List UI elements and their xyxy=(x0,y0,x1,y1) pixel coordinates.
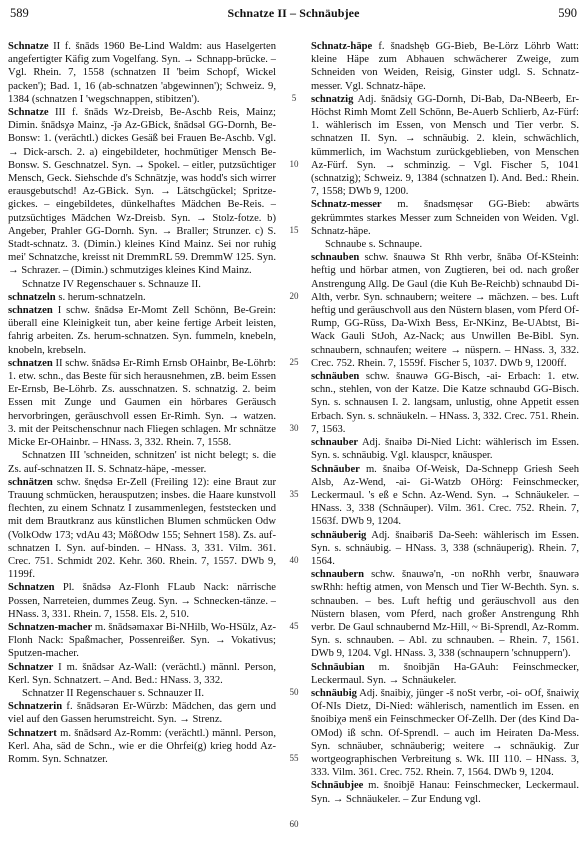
dictionary-entry xyxy=(8,304,276,357)
entry-body: schw. šnędsə Er-Zell (Freiling 12): eine Braut zur Trauung schmücken, herausputzen; insbes. die Haare kunstvoll flechten, zu einem Schnatz I zusammenlegen, feststecken und mit dem Brautkranz aus künstlichen Blumen schmücken Odw (VolkOdw 173; vdAu 43; MößOdw 155; Sehnert 158). Zs. auf-schnatzen I. Syn. auf-binden. – HNass. 3, 331. Vilm. 361. Crec. 751. Schmidt 202. Kehr. 360. Rhein. 7, 1557. DWb 9, 1199f. xyxy=(8,476,276,581)
entry-body: m. šnaibə Of-Weisk, Da-Schnepp Griesh Seeh Alsb, Az-Wend, -ai- Gi-Watzb OHörg: Feinschmecker, Leckermaul. 's eß e Schn. Az-Wend. Syn. → Schnäukeler. – HNass. 3, 338 (Schnäuper). Vilm. 361. Crec. 752. Rhein. 7, 1563f. DWb 9, 1204. xyxy=(311,463,579,528)
entry-headword: schnaubern xyxy=(311,569,364,581)
entry-body: Adj. šnādsiχ GG-Dornh, Di-Bab, Da-NBeerb, Er-Höchst Rimh Momt Zell Schönn, Be-Auerb Schlierb, Az-Fürf: 1. wählerisch im Essen, von Mensch und Tier verbr. S. schnatzen II. Syn. → schnäubig. 2. klein, schwächlich, kümmerlich, im Wachstum zurückgeblieben, von Menschen Az-Fürf. Syn. → schminzig. – Vgl. Fischer 5, 1041 (schnatzig); Schweiz. 9, 1384 (schnatzen I). And. Bed.: Rhein. 7, 1558; DWb 9, 1200. xyxy=(311,93,579,198)
entry-body: f. šnādsərən Er-Würzb: Mädchen, das gern und viel auf den Gassen herumstreicht. Syn. → Strenz. xyxy=(8,701,276,726)
line-number: 5 xyxy=(291,92,297,103)
entry-body: II schw. šnādsə Er-Rimh Ernsb OHainbr, Be-Löhrb: 1. etw. schn., das Beste für sich herausnehmen, zB. beim Essen Er-Ernsb, Be-Löhrb. Zs. ausschnatzen. S. schnatzig. 2. beim Essen mit Zunge und Gaumen ein hörbares Geräusch hervorbringen, geräuschvoll essen Er-Rimh. Syn. → watzen. 3. mit der Peitschenschnur nach Fliegen schlagen. Mr schnätze Micke Er-OHainbr. – HNass. 3, 332. Rhein. 7, 1558. xyxy=(8,357,276,449)
dictionary-entry xyxy=(8,687,276,700)
dictionary-entry xyxy=(311,251,579,370)
entry-headword: Schnatzert xyxy=(8,727,57,739)
entry-body: m. šnādsərd Az-Romm: (verächtl.) männl. Person, Kerl. Aha, säd de Schn., wie er die Ohrfei(g) krieg hodd Az-Romm. Syn. Schnatzer. xyxy=(8,727,276,765)
entry-body: m. šnoibjān Ha-GAuh: Feinschmecker, Leckermaul. Syn. → Schnäukeler. xyxy=(311,661,579,686)
line-number: 40 xyxy=(289,554,299,565)
line-number: 30 xyxy=(289,422,299,433)
dictionary-entry xyxy=(8,661,276,687)
entry-headword: schnätzen xyxy=(8,476,53,488)
page-number-right: 590 xyxy=(558,6,577,20)
entry-body: m. šnadsmęsər GG-Bieb: abwärts gekrümmtes starkes Messer zum Schneiden von Weiden. Vgl. Schnatz-häpe. xyxy=(311,199,579,237)
entry-body: Schnatzer II Regenschauer s. Schnauzer II. xyxy=(22,687,205,699)
entry-headword: Schnäubjee xyxy=(311,780,364,792)
entry-body: m. šnādsəmaxər Bi-NHilb, Wo-HSülz, Az-Flonh Nack: Spaßmacher, Possenreißer. Syn. → Vokativus; Sputzen-macher. xyxy=(8,621,276,660)
entry-body: schw. šnauwə St Rhh verbr, šnābə Of-KSteinh: heftig und hörbar atmen, von Zugtieren, bei od. nach großer Anstrengung Allg. De Gaul (die Kuh Be-Reichb) schnaubd Di-Alth, verbr. Syn. schnaubern; weitere → mächzen. – bes. Luft heftig und geräuschvoll aus den Nüstern blasen, vom Pferd Of-Rump, GG-Rüss, Da-Wixh Bess, Er-NKinz, Be-UAbtst, Bi-Wack Gauli StJoh, Az-Nack; aus Unwillen Be-Bibl. Syn. schnaubern, schnaufen; weitere → nüspern. – HNass. 3, 332. Crec. 752. Rhein. 7, 1559f. Fischer 5, 1037. DWb 9, 1200ff. xyxy=(311,252,579,369)
dictionary-entry xyxy=(311,661,579,687)
entry-body: schw. šnauwə'n, -ʋn noRhh verbr, šnauwərə swRhh: heftig atmen, von Mensch und Tier W-Bechth. Syn. s. schnauben. – bes. Luft heftig und geräuschvoll aus den Nüstern blasen, vom Pferd, nach großer Anstrengung Rhh verbr. De Gaul schnaubernd Mz-Hill, ~ Bi-Sprendl, Az-Romm. Syn. s. schnauben. – Abl. zu schnauben. – Rhein. 7, 1561. DWb 9, 1204. Vgl. HNass. 3, 338 (schnaupern 'schnuppern'). xyxy=(311,569,579,660)
entry-body: Schnatzen III 'schneiden, schnitzen' ist nicht belegt; s. die Zs. auf-schnatzen II. S. Schnatz-häpe, -messer. xyxy=(8,450,276,475)
dictionary-entry xyxy=(8,700,276,726)
dictionary-entry xyxy=(8,40,276,106)
dictionary-entry xyxy=(8,291,276,304)
entry-body: I schw. šnādsə Er-Momt Zell Schönn, Be-Grein: überall eine Kleinigkeit tun, aber keine fertige Arbeit leisten, fahrig arbeiten. Zs. herum-schnatzen. Syn. fummeln, knebeln, knobeln, krebseln. xyxy=(8,305,276,356)
entry-headword: schnatzeln xyxy=(8,291,56,303)
dictionary-entry xyxy=(8,278,276,291)
dictionary-entry xyxy=(311,370,579,436)
entry-headword: schnatzig xyxy=(311,93,354,105)
entry-body: schw. šnauwə GG-Bisch, -ai- Erbach: 1. etw. schn., stehlen, von der Katze. Die Katze schnaubd GG-Bisch. Syn. s. schnausen I. 2. langsam, unlustig, ohne Appetit essen Erbach. Syn. s. schnäukeln. – HNass. 3, 332. Crec. 751. Rhein. 7, 1563. xyxy=(311,371,579,435)
entry-body: Adj. šnaibiχ, jünger -š noSt verbr, -oi- oOf, šnaiwiχ Of-NIs Dietz, Di-Nied: wählerisch, namentlich im Essen. en šnoibiχə menš ein Feinschmecker Of-Zellh. Der (des Kind Da-OMod) iß schn. Of-Sprendl. – auch im Heiraten Da-Mess. Syn. schnäuber, schnäuberig; weitere → schnäukig. Zur wortgeographischen Verbreitung s. Wk. III 110. – HNass. 3, 333. Vilm. 361. Crec. 752. Rhein. 7, 1564. DWb 9, 1204. xyxy=(311,687,579,779)
dictionary-entry xyxy=(311,687,579,779)
line-number: 55 xyxy=(289,752,299,763)
entry-headword: Schnatz-häpe xyxy=(311,41,373,52)
dictionary-entry xyxy=(8,106,276,278)
line-number: 15 xyxy=(289,224,299,235)
dictionary-entry xyxy=(311,40,579,93)
entry-headword: schnäubig xyxy=(311,687,357,699)
dictionary-entry xyxy=(311,568,579,660)
line-number: 10 xyxy=(289,158,299,169)
entry-headword: Schnäuber xyxy=(311,463,360,475)
entry-headword: Schnatzerin xyxy=(8,701,63,713)
dictionary-entry xyxy=(311,198,579,238)
dictionary-entry xyxy=(311,463,579,529)
entry-body: f. šnadshęb GG-Bieb, Be-Lörz Löhrb Watt: kleine Häpe zum Abhauen schwächerer Zweige, zum Schneiden von Weiden, Reisig, Ginster udgl. S. Schnatz-messer. Vgl. Schnatz-häpe. xyxy=(311,41,579,92)
dictionary-entry xyxy=(8,357,276,449)
entry-body: III f. šnāds Wz-Dreisb, Be-Aschb Reis, Mainz; Dimin. šnādsχə Mainz, -ǰə Az-GBick, šnādsəl GG-Dornh, Be-Bonsw: 1. (verächtl.) dickes Gesäß bei Frauen Be-Aschb. Vgl. → Dick-arsch. 2. a) eingebildeter, hochmütiger Mensch Be-Bonsw. S. Geschnatzel. Syn. → Spokel. – eitler, putzsüchtiger Mensch, Geck. Siehschde d's Schnätzje, was hodd's sich wirrer erausgebutschd! Az-GBick. Syn. → Lätschgückel; Spritze-gickes. – eingebildetes, dünkelhaftes Mädchen Be-Reis. – putzsüchtiges Mädchen Wz-Dreisb. Syn. → Stolz-fotze. b) Angeber, Prahler GG-Dornh. Syn. → Braller; Strunzer. c) S. Stadt-schnatz. 3. (Dimin.) kleines Kind Mainz. Sei nor ruhig mei' Schnatzche, kreisst nit DremmRL 59. DremmW 125. Syn. → Schrazer. – (Dimin.) schmutziges kleines Kind Mainz. xyxy=(8,107,276,277)
line-number: 45 xyxy=(289,620,299,631)
entry-headword: Schnatzen xyxy=(8,582,55,594)
dictionary-entry xyxy=(311,238,579,251)
right-column xyxy=(311,40,579,848)
entry-body: Adj. šnaibəriš Da-Seeh: wählerisch im Essen. Syn. s. schnäubig. – HNass. 3, 338 (schnäuperig). Rhein. 7, 1564. xyxy=(311,529,579,567)
dictionary-entry xyxy=(8,476,276,582)
entry-headword: Schnatzer xyxy=(8,661,54,673)
entry-body: Adj. šnaibə Di-Nied Licht: wählerisch im Essen. Syn. s. schnäubig. Vgl. klauspcr, knäusper. xyxy=(311,437,579,462)
entry-body: I m. šnādsər Az-Wall: (verächtl.) männl. Person, Kerl. Syn. Schnatzert. – And. Bed.: HNass. 3, 332. xyxy=(8,661,276,686)
entry-body: Schnatze IV Regenschauer s. Schnauze II. xyxy=(22,278,201,290)
dictionary-entry xyxy=(311,779,579,805)
entry-body: Schnaube s. Schnaupe. xyxy=(325,239,423,251)
dictionary-entry xyxy=(8,621,276,661)
entry-body: II f. šnāds 1960 Be-Lind Waldm: aus Haselgerten angefertigter Käfig zum Vogelfang. Syn. → Schnapp-brücke. – Vgl. Rhein. 7, 1558 (schnatzen II 'beim Schopf, Wickel packen'); Bad. 1, 16 (ab-schnatzen 'abgewinnen'); Schweiz. 9, 1384 (schnatzen I 'wegschnappen, stibitzen'). xyxy=(8,41,276,105)
line-number: 25 xyxy=(289,356,299,367)
entry-body: Pl. šnādsə Az-Flonh FLaub Nack: närrische Possen, Narreteien, dummes Zeug. Syn. → Schnecken-tänze. – HNass. 3, 331. Rhein. 7, 1558. Els. 2, 510. xyxy=(8,582,276,620)
line-number: 50 xyxy=(289,686,299,697)
entry-headword: schnatzen xyxy=(8,357,53,369)
dictionary-entry xyxy=(311,436,579,462)
entry-headword: schnäuberig xyxy=(311,529,367,541)
entry-headword: Schnatzen-macher xyxy=(8,621,93,633)
entry-headword: schnatzen xyxy=(8,305,53,317)
entry-headword: Schnatze xyxy=(8,107,49,119)
entry-body: s. herum-schnatzeln. xyxy=(55,291,146,303)
running-title: Schnatze II – Schnäubjee xyxy=(227,6,360,20)
entry-headword: Schnäubian xyxy=(311,661,365,673)
entry-headword: schnauben xyxy=(311,252,360,264)
page-number-left: 589 xyxy=(10,6,29,20)
line-number: 35 xyxy=(289,488,299,499)
dictionary-entry xyxy=(8,581,276,621)
line-number-margin xyxy=(284,40,304,848)
line-number: 60 xyxy=(289,818,299,829)
dictionary-entry xyxy=(8,449,276,475)
dictionary-entry xyxy=(8,727,276,767)
entry-headword: schnäuben xyxy=(311,371,360,383)
entry-headword: schnauber xyxy=(311,437,359,449)
entry-body: m. šnoibjē Hanau: Feinschmecker, Leckermaul. Syn. → Schnäukeler. – Zur Endung vgl. xyxy=(311,780,579,805)
entry-headword: Schnatze xyxy=(8,41,49,52)
line-number: 20 xyxy=(289,290,299,301)
dictionary-entry xyxy=(311,529,579,569)
left-column xyxy=(8,40,276,848)
page-header xyxy=(8,6,579,24)
dictionary-entry xyxy=(311,93,579,199)
entry-headword: Schnatz-messer xyxy=(311,199,382,211)
